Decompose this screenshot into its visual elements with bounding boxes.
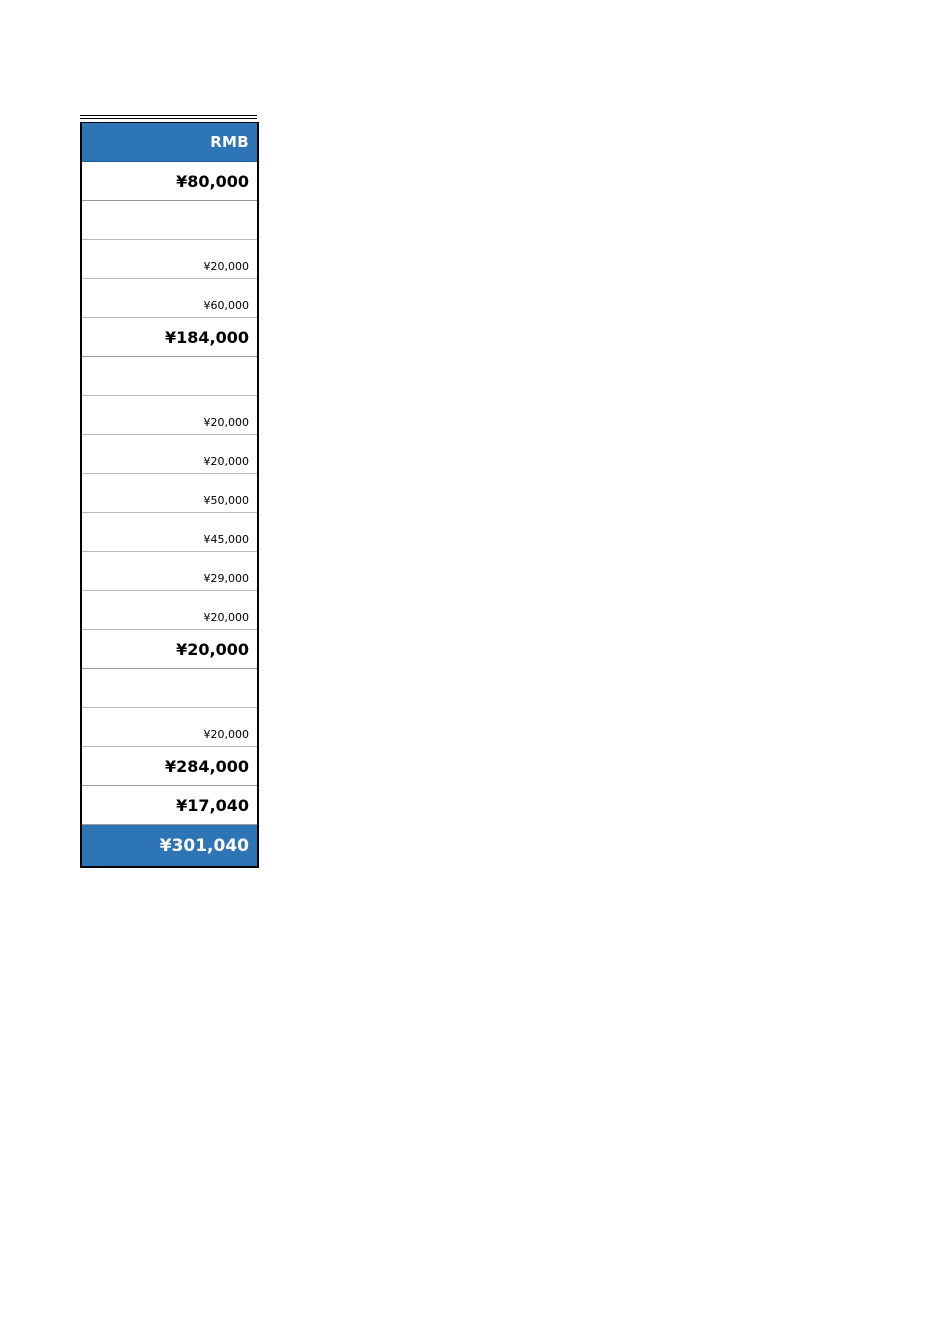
amount-value: ¥45,000 <box>203 533 249 546</box>
amount-value: ¥50,000 <box>203 494 249 507</box>
amount-value: ¥60,000 <box>203 299 249 312</box>
amount-value: ¥284,000 <box>164 756 249 776</box>
table-row <box>82 708 257 747</box>
table-row <box>82 552 257 591</box>
table-row <box>82 435 257 474</box>
spreadsheet-column <box>80 115 259 868</box>
table-row <box>82 669 257 708</box>
table-row <box>82 240 257 279</box>
table-row <box>82 357 257 396</box>
amount-value: ¥20,000 <box>203 416 249 429</box>
top-rule-upper <box>80 115 257 116</box>
table-row <box>82 318 257 357</box>
table-row <box>82 513 257 552</box>
column-header-rmb <box>82 123 257 162</box>
table-row <box>82 396 257 435</box>
amount-value: ¥20,000 <box>176 639 249 659</box>
amount-value: ¥17,040 <box>176 795 249 815</box>
table-row <box>82 201 257 240</box>
amount-value: ¥29,000 <box>203 572 249 585</box>
amount-value: ¥20,000 <box>203 728 249 741</box>
table-row <box>82 279 257 318</box>
table-row <box>82 591 257 630</box>
amount-value: ¥20,000 <box>203 260 249 273</box>
amounts-table <box>80 122 259 868</box>
table-row <box>82 474 257 513</box>
column-header-label: RMB <box>210 133 249 151</box>
amount-value: ¥20,000 <box>203 611 249 624</box>
grand-total-row <box>82 825 257 866</box>
top-rule-lower <box>80 118 257 119</box>
amount-value: ¥80,000 <box>176 171 249 191</box>
table-row <box>82 786 257 825</box>
table-row <box>82 747 257 786</box>
table-row <box>82 630 257 669</box>
grand-total-value: ¥301,040 <box>159 835 249 856</box>
table-row <box>82 162 257 201</box>
amount-value: ¥184,000 <box>164 327 249 347</box>
amount-value: ¥20,000 <box>203 455 249 468</box>
